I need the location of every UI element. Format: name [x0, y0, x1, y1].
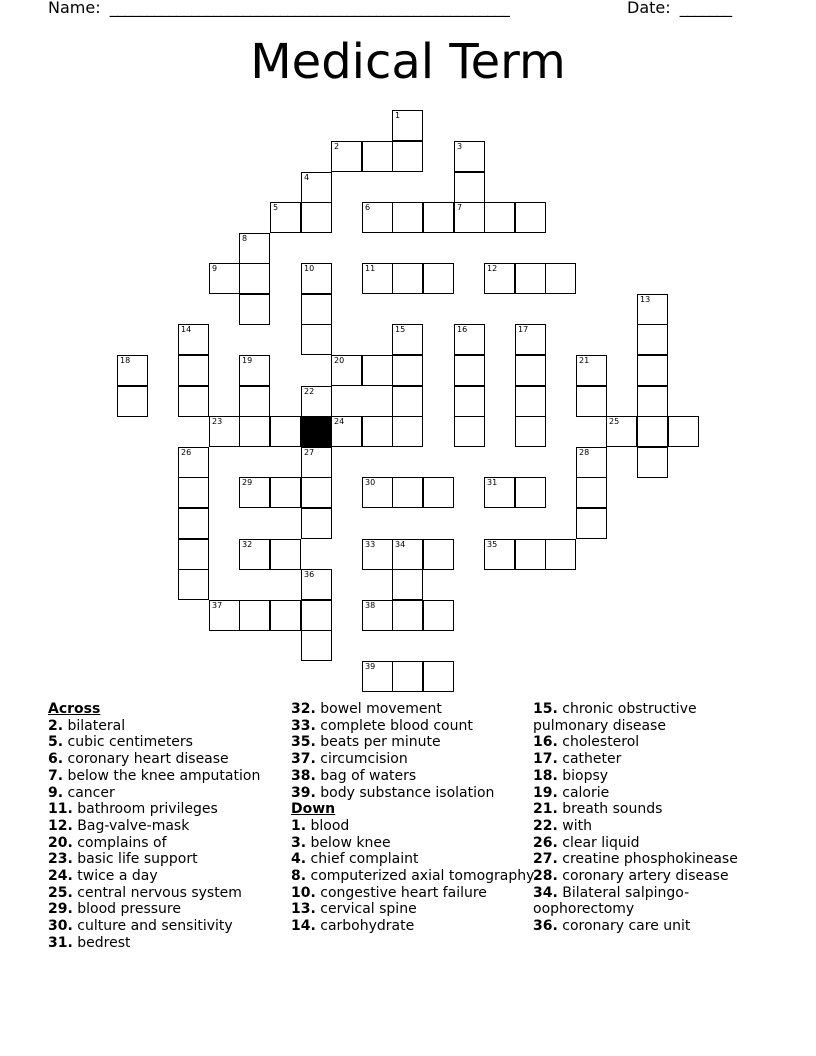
clue-number: 11	[365, 264, 376, 273]
crossword-cell[interactable]	[392, 416, 423, 447]
clue-number: 37.	[291, 751, 316, 768]
clue-text: culture and sensitivity	[72, 918, 233, 935]
across-heading: Across	[48, 701, 101, 717]
crossword-cell[interactable]	[637, 324, 668, 355]
crossword-cell[interactable]	[392, 539, 423, 570]
crossword-cell[interactable]	[178, 355, 209, 386]
clue-text: bowel movement	[315, 701, 442, 717]
clue-text: cubic centimeters	[63, 734, 193, 751]
clue-number: 32.	[291, 701, 316, 717]
clue-item	[48, 901, 298, 918]
crossword-cell[interactable]	[545, 263, 576, 294]
clue-text: catheter	[557, 751, 622, 768]
clue-column-2	[291, 701, 541, 935]
clue-item	[291, 851, 541, 868]
crossword-cell[interactable]	[576, 447, 607, 478]
crossword-cell[interactable]	[392, 569, 423, 600]
crossword-cell[interactable]	[117, 355, 148, 386]
clue-number: 1	[395, 111, 401, 120]
clue-number: 9.	[48, 784, 64, 801]
clue-item	[48, 751, 298, 768]
crossword-cell[interactable]	[392, 355, 423, 386]
crossword-cell[interactable]	[301, 202, 332, 233]
crossword-cell[interactable]	[392, 110, 423, 141]
clue-number: 34	[395, 540, 406, 549]
clue-number: 33	[365, 540, 376, 549]
clue-item	[48, 718, 298, 735]
crossword-cell[interactable]	[454, 172, 485, 203]
clue-text: body substance isolation	[315, 784, 495, 801]
clue-number: 6	[365, 203, 371, 212]
page-title: Medical Term	[250, 34, 566, 90]
crossword-cell[interactable]	[301, 324, 332, 355]
crossword-cell[interactable]	[117, 386, 148, 417]
clue-item	[533, 751, 763, 768]
crossword-cell[interactable]	[239, 355, 270, 386]
crossword-cell[interactable]	[209, 416, 240, 447]
crossword-cell[interactable]	[454, 324, 485, 355]
clue-number: 17	[518, 325, 529, 334]
crossword-cell[interactable]	[576, 477, 607, 508]
clue-item	[48, 801, 298, 818]
clue-number: 10	[304, 264, 315, 273]
clue-text: bilateral	[63, 717, 126, 734]
clue-item	[291, 751, 541, 768]
clue-text: congestive heart failure	[315, 884, 487, 901]
crossword-cell[interactable]	[239, 294, 270, 325]
crossword-cell[interactable]	[392, 600, 423, 631]
crossword-cell[interactable]	[423, 539, 454, 570]
clue-number: 31.	[48, 934, 73, 951]
clue-item	[291, 734, 541, 751]
crossword-cell[interactable]	[301, 477, 332, 508]
clue-number: 36.	[533, 918, 558, 935]
clue-item	[533, 785, 763, 802]
clue-text: with	[557, 817, 592, 834]
clue-number: 16.	[533, 734, 558, 751]
crossword-cell[interactable]	[270, 477, 301, 508]
crossword-cell[interactable]	[484, 477, 515, 508]
crossword-cell[interactable]	[270, 600, 301, 631]
clue-number: 29	[242, 478, 253, 487]
clue-number: 23.	[48, 851, 73, 868]
clue-text: coronary care unit	[557, 918, 691, 935]
clue-number: 24.	[48, 868, 73, 885]
clue-number: 8	[242, 234, 248, 243]
clue-column-3	[533, 701, 763, 935]
clue-item	[291, 718, 541, 735]
clue-text: below knee	[306, 834, 391, 851]
clue-text: chronic obstructive pulmonary disease	[533, 701, 697, 734]
clue-number: 28.	[533, 868, 558, 885]
clue-item	[291, 835, 541, 852]
crossword-cell[interactable]	[239, 233, 270, 264]
crossword-cell[interactable]	[239, 477, 270, 508]
clue-number: 13.	[291, 901, 316, 918]
crossword-cell[interactable]	[362, 263, 393, 294]
clue-number: 29.	[48, 901, 73, 918]
clue-number: 23	[212, 417, 223, 426]
clue-text: bedrest	[72, 934, 131, 951]
clue-text: Bilateral salpingo-oophorectomy	[533, 884, 690, 918]
crossword-cell[interactable]	[178, 477, 209, 508]
clue-number: 14.	[291, 918, 316, 935]
clue-item	[533, 818, 763, 835]
clue-item	[291, 885, 541, 902]
crossword-cell[interactable]	[362, 202, 393, 233]
clue-text: coronary artery disease	[557, 868, 729, 885]
clue-item	[48, 868, 298, 885]
clue-number: 21	[579, 356, 590, 365]
clue-number: 39.	[291, 784, 316, 801]
clue-item	[48, 851, 298, 868]
clue-item	[291, 818, 541, 835]
clue-item	[533, 701, 763, 734]
crossword-cell[interactable]	[301, 447, 332, 478]
crossword-cell[interactable]	[178, 508, 209, 539]
clue-number: 6.	[48, 751, 64, 768]
clue-number: 12.	[48, 817, 73, 834]
crossword-cell[interactable]	[392, 661, 423, 692]
clue-number: 30	[365, 478, 376, 487]
clue-number: 15.	[533, 701, 558, 717]
name-field	[48, 0, 509, 17]
crossword-cell[interactable]	[301, 569, 332, 600]
clue-number: 5.	[48, 734, 64, 751]
crossword-cell[interactable]	[392, 141, 423, 172]
clue-number: 18	[120, 356, 131, 365]
crossword-cell[interactable]	[423, 263, 454, 294]
clue-number: 25.	[48, 884, 73, 901]
clue-item	[533, 918, 763, 935]
crossword-cell[interactable]	[239, 416, 270, 447]
clue-text: chief complaint	[306, 851, 419, 868]
clue-item	[48, 885, 298, 902]
clue-number: 37	[212, 601, 223, 610]
clue-text: cervical spine	[315, 901, 417, 918]
clue-number: 34.	[533, 884, 558, 901]
date-field	[627, 0, 732, 17]
crossword-cell[interactable]	[515, 539, 546, 570]
clue-number: 9	[212, 264, 218, 273]
clue-number: 26.	[533, 834, 558, 851]
crossword-cell[interactable]	[270, 416, 301, 447]
down-clue-list	[291, 818, 541, 935]
clue-number: 2	[334, 142, 340, 151]
clue-text: carbohydrate	[315, 918, 415, 935]
clue-text: blood pressure	[72, 901, 181, 918]
clue-text: cholesterol	[557, 734, 640, 751]
clue-text: clear liquid	[557, 834, 640, 851]
crossword-cell[interactable]	[239, 386, 270, 417]
clue-number: 35.	[291, 734, 316, 751]
clue-number: 10.	[291, 884, 316, 901]
crossword-cell[interactable]	[637, 294, 668, 325]
crossword-cell[interactable]	[209, 263, 240, 294]
clue-column-1	[48, 701, 298, 952]
crossword-cell[interactable]	[454, 416, 485, 447]
crossword-cell[interactable]	[301, 386, 332, 417]
clue-item	[48, 818, 298, 835]
crossword-cell[interactable]	[515, 355, 546, 386]
clue-number: 26	[181, 448, 192, 457]
crossword-cell[interactable]	[392, 202, 423, 233]
clue-text: biopsy	[557, 767, 609, 784]
clue-item	[291, 701, 541, 718]
date-line[interactable]: _______	[679, 0, 732, 17]
clue-number: 22	[304, 387, 315, 396]
clue-text: complete blood count	[315, 717, 473, 734]
crossword-cell[interactable]	[515, 416, 546, 447]
crossword-cell[interactable]	[178, 539, 209, 570]
clue-item	[291, 901, 541, 918]
crossword-cell[interactable]	[576, 386, 607, 417]
clue-number: 19	[242, 356, 253, 365]
clue-text: bag of waters	[315, 767, 417, 784]
clue-text: computerized axial tomography	[306, 868, 535, 885]
crossword-cell[interactable]	[270, 539, 301, 570]
clue-number: 17.	[533, 751, 558, 768]
crossword-cell[interactable]	[484, 202, 515, 233]
crossword-cell[interactable]	[362, 416, 393, 447]
crossword-cell[interactable]	[423, 600, 454, 631]
crossword-cell[interactable]	[423, 661, 454, 692]
clue-number: 1.	[291, 817, 307, 834]
crossword-cell[interactable]	[331, 355, 362, 386]
crossword-cell[interactable]	[515, 263, 546, 294]
clue-number: 35	[487, 540, 498, 549]
crossword-cell[interactable]	[209, 600, 240, 631]
crossword-cell[interactable]	[423, 202, 454, 233]
clue-text: blood	[306, 817, 350, 834]
crossword-cell[interactable]	[331, 416, 362, 447]
crossword-cell[interactable]	[637, 355, 668, 386]
crossword-cell[interactable]	[362, 539, 393, 570]
crossword-cell[interactable]	[178, 324, 209, 355]
date-label: Date:	[627, 0, 671, 17]
clue-number: 38	[365, 601, 376, 610]
crossword-cell[interactable]	[178, 569, 209, 600]
down-heading: Down	[291, 801, 336, 818]
clue-item	[291, 768, 541, 785]
clue-number: 32	[242, 540, 253, 549]
crossword-cell[interactable]	[362, 477, 393, 508]
clue-number: 16	[457, 325, 468, 334]
clue-number: 3	[457, 142, 463, 151]
crossword-cell[interactable]	[301, 172, 332, 203]
clue-number: 19.	[533, 784, 558, 801]
crossword-cell[interactable]	[637, 386, 668, 417]
clue-item	[533, 835, 763, 852]
clue-item	[48, 835, 298, 852]
crossword-cell[interactable]	[362, 661, 393, 692]
clue-number: 7.	[48, 767, 64, 784]
clue-text: creatine phosphokinease	[557, 851, 738, 868]
crossword-cell[interactable]	[301, 508, 332, 539]
name-label: Name:	[48, 0, 101, 17]
clue-item	[48, 768, 298, 785]
clue-text: cancer	[63, 784, 115, 801]
clue-item	[48, 918, 298, 935]
crossword-cell[interactable]	[239, 600, 270, 631]
clue-number: 20.	[48, 834, 73, 851]
clue-text: coronary heart disease	[63, 751, 229, 768]
clue-number: 30.	[48, 918, 73, 935]
clue-item	[533, 734, 763, 751]
crossword-cell[interactable]	[668, 416, 699, 447]
crossword-cell[interactable]	[484, 539, 515, 570]
clue-number: 21.	[533, 801, 558, 818]
clue-text: central nervous system	[72, 884, 242, 901]
clue-item	[533, 868, 763, 885]
clue-number: 5	[273, 203, 279, 212]
name-line[interactable]: ______________________________________________________	[109, 0, 510, 17]
crossword-cell[interactable]	[576, 355, 607, 386]
clue-number: 38.	[291, 767, 316, 784]
crossword-cell[interactable]	[178, 447, 209, 478]
clue-number: 31	[487, 478, 498, 487]
crossword-cell[interactable]	[454, 202, 485, 233]
clue-text: breath sounds	[557, 801, 663, 818]
clue-item	[533, 885, 763, 918]
crossword-cell[interactable]	[362, 355, 393, 386]
clue-text: bathroom privileges	[72, 801, 218, 818]
crossword-cell[interactable]	[270, 202, 301, 233]
crossword-cell[interactable]	[484, 263, 515, 294]
crossword-cell[interactable]	[331, 141, 362, 172]
crossword-cell[interactable]	[545, 539, 576, 570]
crossword-cell[interactable]	[576, 508, 607, 539]
clue-number: 13	[640, 295, 651, 304]
clue-text: circumcision	[315, 751, 408, 768]
crossword-cell[interactable]	[515, 202, 546, 233]
clue-number: 3.	[291, 834, 307, 851]
crossword-cell[interactable]	[392, 263, 423, 294]
clue-number: 39	[365, 662, 376, 671]
clue-number: 4.	[291, 851, 307, 868]
clue-item	[48, 935, 298, 952]
clue-number: 15	[395, 325, 406, 334]
clue-number: 33.	[291, 717, 316, 734]
crossword-cell[interactable]	[362, 141, 393, 172]
clue-item	[533, 851, 763, 868]
crossword-cell[interactable]	[239, 539, 270, 570]
crossword-cell[interactable]	[454, 386, 485, 417]
clue-item	[291, 868, 541, 885]
across-clue-list-continued	[291, 701, 541, 801]
crossword-cell[interactable]	[362, 600, 393, 631]
clue-text: complains of	[72, 834, 167, 851]
crossword-cell[interactable]	[392, 386, 423, 417]
clue-number: 4	[304, 173, 310, 182]
clue-number: 11.	[48, 801, 73, 818]
clue-text: basic life support	[72, 851, 198, 868]
clue-number: 36	[304, 570, 315, 579]
across-clue-list	[48, 718, 298, 952]
down-clue-list-continued	[533, 701, 763, 935]
clue-number: 25	[609, 417, 620, 426]
crossword-cell[interactable]	[301, 600, 332, 631]
crossword-cell[interactable]	[515, 324, 546, 355]
clue-number: 8.	[291, 868, 307, 885]
crossword-cell[interactable]	[423, 477, 454, 508]
clue-item	[291, 785, 541, 802]
clue-number: 7	[457, 203, 463, 212]
black-square	[301, 416, 332, 447]
crossword-cell[interactable]	[178, 386, 209, 417]
clue-number: 14	[181, 325, 192, 334]
crossword-cell[interactable]	[515, 477, 546, 508]
clue-number: 28	[579, 448, 590, 457]
crossword-cell[interactable]	[606, 416, 637, 447]
clue-number: 12	[487, 264, 498, 273]
clue-text: twice a day	[72, 868, 158, 885]
clue-item	[48, 734, 298, 751]
clue-number: 27	[304, 448, 315, 457]
clue-text: Bag-valve-mask	[72, 817, 190, 834]
clue-number: 20	[334, 356, 345, 365]
clue-item	[291, 918, 541, 935]
crossword-cell[interactable]	[239, 263, 270, 294]
clue-item	[533, 768, 763, 785]
clue-item	[533, 801, 763, 818]
crossword-cell[interactable]	[637, 416, 668, 447]
crossword-cell[interactable]	[515, 386, 546, 417]
clue-text: calorie	[557, 784, 610, 801]
clue-number: 18.	[533, 767, 558, 784]
clue-number: 22.	[533, 817, 558, 834]
clue-number: 27.	[533, 851, 558, 868]
crossword-cell[interactable]	[392, 477, 423, 508]
clue-text: below the knee amputation	[63, 767, 261, 784]
crossword-cell[interactable]	[301, 263, 332, 294]
crossword-cell[interactable]	[637, 447, 668, 478]
crossword-cell[interactable]	[454, 355, 485, 386]
clue-item	[48, 785, 298, 802]
crossword-cell[interactable]	[392, 324, 423, 355]
clue-text: beats per minute	[315, 734, 441, 751]
crossword-cell[interactable]	[301, 294, 332, 325]
clue-number: 2.	[48, 717, 64, 734]
crossword-cell[interactable]	[454, 141, 485, 172]
crossword-cell[interactable]	[301, 630, 332, 661]
clue-number: 24	[334, 417, 345, 426]
